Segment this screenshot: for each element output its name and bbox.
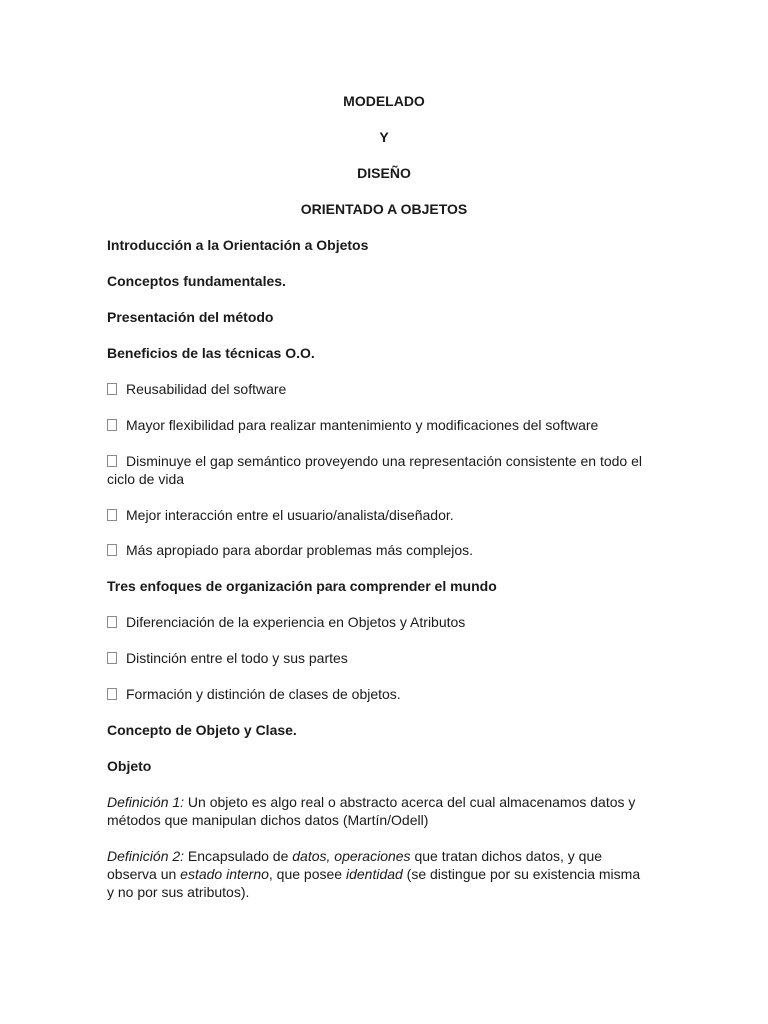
list-item-text: Diferenciación de la experiencia en Objetos y Atributos <box>126 614 466 630</box>
definition-2-text: que tratan dichos datos, y que observa un <box>107 848 603 882</box>
list-item-text: Más apropiado para abordar problemas más complejos. <box>126 542 474 558</box>
heading-objeto: Objeto <box>107 758 152 774</box>
bullet-box-icon <box>107 509 117 521</box>
heading-beneficios: Beneficios de las técnicas O.O. <box>107 345 315 361</box>
heading-enfoques: Tres enfoques de organización para comprender el mundo <box>107 578 497 594</box>
list-item <box>107 416 647 434</box>
bullet-box-icon <box>107 419 117 431</box>
definition-2-text: (se distingue por su existencia misma y no por sus atributos). <box>107 866 641 900</box>
definition-2-emphasis: datos, operaciones <box>292 848 411 864</box>
list-item <box>107 613 647 631</box>
title-diseno: DISEÑO <box>357 165 411 181</box>
bullet-box-icon <box>107 383 117 395</box>
list-item-text: Formación y distinción de clases de objetos. <box>126 686 401 702</box>
list-item <box>107 649 647 667</box>
bullet-box-icon <box>107 455 117 467</box>
definition-2-text: Encapsulado de <box>184 848 293 864</box>
heading-intro: Introducción a la Orientación a Objetos <box>107 237 369 253</box>
title-modelado: MODELADO <box>343 93 425 109</box>
list-item-text: Distinción entre el todo y sus partes <box>126 650 348 666</box>
title-y: Y <box>379 129 389 145</box>
bullet-box-icon <box>107 688 117 700</box>
list-item-text: Mejor interacción entre el usuario/analista/diseñador. <box>126 507 454 523</box>
heading-concepto-objeto: Concepto de Objeto y Clase. <box>107 722 297 738</box>
definition-2-label: Definición 2: <box>107 848 185 864</box>
definition-2-emphasis: identidad <box>345 866 403 882</box>
definition-1-label: Definición 1: <box>107 794 185 810</box>
list-item-text: Reusabilidad del software <box>126 381 287 397</box>
list-item <box>107 506 647 524</box>
definition-1 <box>107 793 637 829</box>
definition-1-text: Un objeto es algo real o abstracto acerca del cual almacenamos datos y métodos que manipulan dichos datos (Martín/Odell) <box>107 794 636 828</box>
heading-conceptos: Conceptos fundamentales. <box>107 273 286 289</box>
title-orientado: ORIENTADO A OBJETOS <box>300 201 468 217</box>
list-item <box>107 452 642 488</box>
list-item <box>107 541 647 559</box>
list-item <box>107 685 647 703</box>
list-item <box>107 380 647 398</box>
definition-2-emphasis: estado interno <box>180 866 269 882</box>
bullet-box-icon <box>107 652 117 664</box>
list-item-text: Mayor flexibilidad para realizar mantenimiento y modificaciones del software <box>126 417 599 433</box>
definition-2-text: , que posee <box>268 866 346 882</box>
list-item-text: Disminuye el gap semántico proveyendo una representación consistente en todo el ciclo de vida <box>107 453 642 487</box>
bullet-box-icon <box>107 616 117 628</box>
bullet-box-icon <box>107 544 117 556</box>
definition-2 <box>107 847 647 901</box>
heading-presentacion: Presentación del método <box>107 309 274 325</box>
